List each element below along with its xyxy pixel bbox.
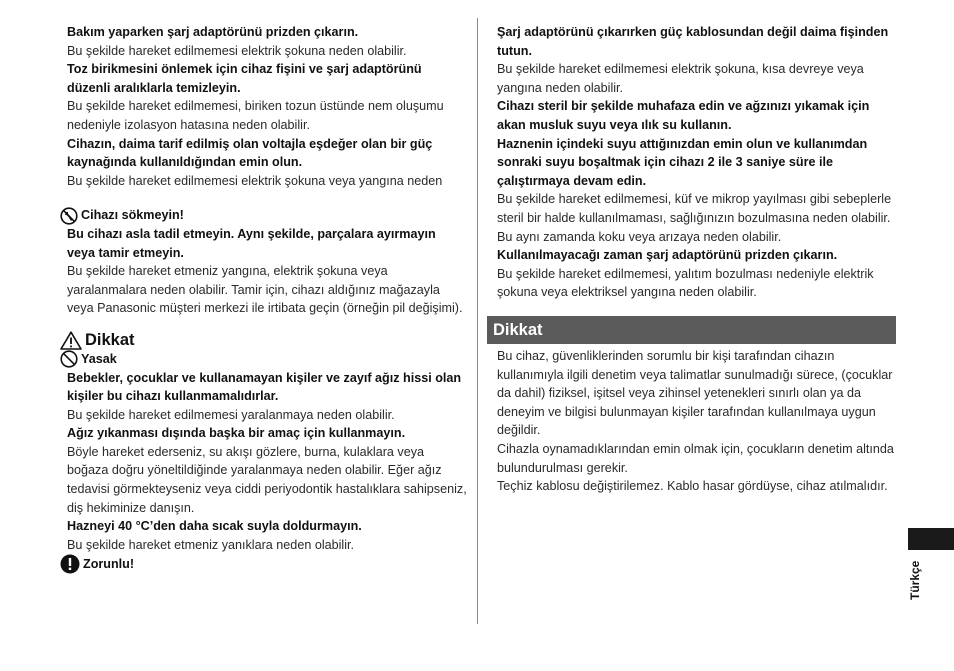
warning-text: Böyle hareket ederseniz, su akışı gözlere, burna, kulaklara veya boğaza doğru yöneltildiğinde yaralanmaya neden olabilir. Eğer ağız tedavisi görmekteyseniz veya ciddi periyodontik hastalıklara sahipseniz, diş hekiminize danışın. (67, 444, 467, 515)
warning-heading: Cihazı steril bir şekilde muhafaza edin ve ağzınızı yıkamak için akan musluk suyu veya ılık su kullanın. (497, 99, 870, 132)
language-tab-marker (908, 528, 954, 550)
column-divider (477, 18, 478, 624)
warning-text: Bu şekilde hareket edilmemesi, yalıtım bozulması nedeniyle elektrik şokuna veya elektriksel yangına neden olabilir. (497, 266, 874, 300)
caution-triangle-icon (60, 331, 82, 350)
warning-heading: Cihazın, daima tarif edilmiş olan voltajla eşdeğer olan bir güç kaynağında kullanıldığından emin olun. (67, 136, 433, 170)
warning-text: Bu şekilde hareket edilmemesi elektrik şokuna, kısa devreye veya yangına neden olabilir. (497, 62, 864, 95)
warning-heading: Hazneyi 40 °C’den daha sıcak suyla doldurmayın. (67, 519, 362, 534)
warning-text: Bu şekilde hareket etmeniz yangına, elektrik şokuna veya yaralanmalara neden olabilir. Tamir için, cihazı aldığınız mağazayla veya Panasonic müşteri merkezi ile irtibata geçin (örneğin pil değişimi). (67, 264, 463, 316)
caution-text: Teçhiz kablosu değiştirilemez. Kablo hasar gördüyse, cihaz atılmalıdır. (497, 479, 888, 494)
warning-text: Bu şekilde hareket edilmemesi, biriken tozun üstünde nem oluşumu nedeniyle izolasyon hatasına neden olabilir. (67, 99, 444, 132)
warning-heading: Bu cihazı asla tadil etmeyin. Aynı şekilde, parçalara ayırmayın veya tamir etmeyin. (67, 226, 436, 260)
warning-text: Bu şekilde hareket edilmemesi elektrik şokuna neden olabilir. (67, 43, 407, 58)
caution-text: Bu cihaz, güvenliklerinden sorumlu bir kişi tarafından cihazın kullanımıyla ilgili denetim veya talimatlar sunulmadığı sürece, (çocuklar da dahil) fiziksel, işitsel veya zihinsel yetenekleri sınırlı olan ya da deneyim ve bilgisi bulunmayan kişiler tarafından kullanılmaya uygun değildir. (497, 349, 893, 438)
warning-heading: Haznenin içindeki suyu attığınızdan emin olun ve kullanımdan sonraki suyu boşaltmak için cihazı 2 ile 3 saniye süre ile çalıştırmaya devam edin. (497, 136, 868, 188)
caution-text: Cihazla oynamadıklarından emin olmak için, çocukların denetim altında bulundurulması gerekir. (497, 441, 894, 475)
dikkat-section-header: Dikkat (487, 316, 896, 344)
yasak-notice (60, 350, 467, 369)
warning-heading: Kullanılmayacağı zaman şarj adaptörünü prizden çıkarın. (497, 248, 838, 263)
left-column (67, 23, 467, 574)
dikkat-heading: Dikkat (85, 331, 135, 350)
warning-heading: Toz birikmesini önlemek için cihaz fişini ve şarj adaptörünü düzenli aralıklarla temizleyin. (67, 62, 422, 95)
disassemble-notice (60, 206, 467, 225)
warning-heading: Şarj adaptörünü çıkarırken güç kablosundan değil daima fişinden tutun. (497, 25, 889, 58)
no-disassembly-icon (60, 207, 78, 225)
warning-text: Bu şekilde hareket edilmemesi yaralanmaya neden olabilir. (67, 407, 395, 422)
dikkat-section-body (497, 347, 897, 496)
language-tab-label: Türkçe (908, 560, 922, 600)
mandatory-exclamation-icon (60, 554, 80, 574)
warning-heading: Bakım yaparken şarj adaptörünü prizden çıkarın. (67, 25, 359, 39)
yasak-label: Yasak (81, 351, 117, 366)
disassemble-label: Cihazı sökmeyin! (81, 208, 184, 223)
warning-text: Bu şekilde hareket edilmemesi, küf ve mikrop yayılması gibi sebeplerle steril bir halde kullanılmaması, sağlığınızın bozulmasına neden olabilir. Bu aynı zamanda koku veya arızaya neden olabilir. (497, 192, 892, 244)
right-column (497, 23, 897, 302)
warning-heading: Bebekler, çocuklar ve kullanamayan kişiler ve zayıf ağız hissi olan kişiler bu cihazı kullanmamalıdırlar. (67, 370, 462, 404)
warning-text: Bu şekilde hareket edilmemesi elektrik şokuna veya yangına neden (67, 173, 443, 188)
dikkat-notice (60, 331, 467, 350)
warning-heading: Ağız yıkanması dışında başka bir amaç için kullanmayın. (67, 426, 406, 441)
prohibited-icon (60, 350, 78, 368)
zorunlu-notice (60, 554, 467, 574)
zorunlu-label: Zorunlu! (83, 557, 135, 572)
warning-text: Bu şekilde hareket etmeniz yanıklara neden olabilir. (67, 537, 355, 552)
